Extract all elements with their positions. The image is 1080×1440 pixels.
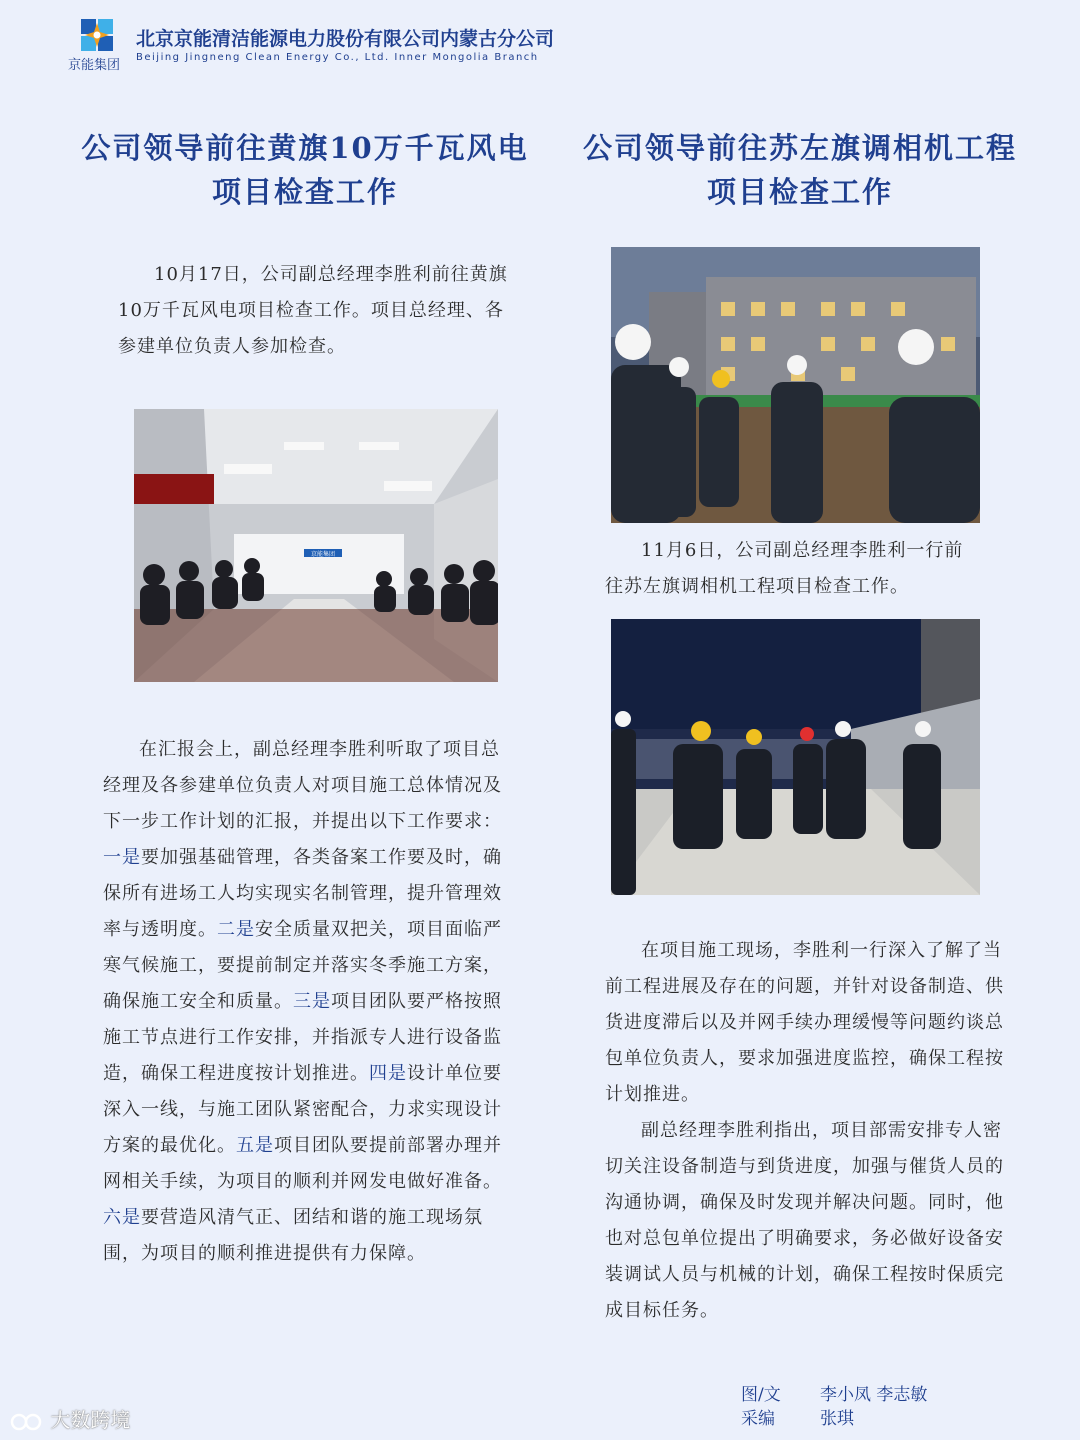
requirement-1-label: 一是 <box>103 847 141 868</box>
requirement-4-label: 四是 <box>369 1063 407 1084</box>
watermark <box>10 1404 130 1433</box>
credit-label-editor: 采编 <box>741 1409 775 1429</box>
photo-banner-text: 京能集团 <box>310 551 336 558</box>
requirement-3-label: 三是 <box>293 991 331 1012</box>
left-article-body <box>103 732 518 1272</box>
credit-label-photo-text: 图/文 <box>741 1385 781 1405</box>
requirement-6-text: 要营造风清气正、团结和谐的施工现场氛围，为项目的顺利推进提供有力保障。 <box>103 1207 483 1264</box>
watermark-text: 大数跨境 <box>50 1408 131 1432</box>
credit-editor: 张琪 <box>820 1409 854 1429</box>
site-inspection-photo-1 <box>611 247 980 523</box>
body-text: 在汇报会上，副总经理李胜利听取了项目总经理及各参建单位负责人对项目施工总体情况及下一步工作计划的汇报，并提出以下工作要求： <box>103 739 502 832</box>
requirement-6-label: 六是 <box>103 1207 141 1228</box>
requirement-5-text: 项目团队要提前部署办理并网相关手续，为项目的顺利并网发电做好准备。 <box>103 1135 502 1192</box>
meeting-room-photo <box>134 409 498 682</box>
header <box>68 18 668 74</box>
requirement-3-text: 项目团队要严格按照施工节点进行工作安排，并指派专人进行设备监造，确保工程进度按计划推进。 <box>103 991 502 1084</box>
requirement-2-label: 二是 <box>217 919 255 940</box>
requirement-5-label: 五是 <box>236 1135 274 1156</box>
company-name-en: Beijing Jingneng Clean Energy Co., Ltd. Inner Mongolia Branch <box>136 52 539 63</box>
right-article-title: 公司领导前往苏左旗调相机工程项目检查工作 <box>582 131 1017 209</box>
right-article-caption: 11月6日，公司副总经理李胜利一行前往苏左旗调相机工程项目检查工作。 <box>605 540 964 597</box>
left-article-intro: 10月17日，公司副总经理李胜利前往黄旗10万千瓦风电项目检查工作。项目总经理、各参建单位负责人参加检查。 <box>118 264 508 357</box>
requirement-4-text: 设计单位要深入一线，与施工团队紧密配合，力求实现设计方案的最优化。 <box>103 1063 502 1156</box>
left-article-title: 公司领导前往黄旗10万千瓦风电项目检查工作 <box>81 131 529 209</box>
site-inspection-photo-2 <box>611 619 980 895</box>
requirement-1-text: 要加强基础管理，各类备案工作要及时，确保所有进场工人均实现实名制管理，提升管理效率与透明度。 <box>103 847 502 940</box>
right-article-para-1: 在项目施工现场，李胜利一行深入了解了当前工程进展及存在的问题，并针对设备制造、供货进度滞后以及并网手续办理缓慢等问题约谈总包单位负责人，要求加强进度监控，确保工程按计划推进。 <box>605 940 1004 1105</box>
right-article-para-2: 副总经理李胜利指出，项目部需安排专人密切关注设备制造与到货进度，加强与催货人员的沟通协调，确保及时发现并解决问题。同时，他也对总包单位提出了明确要求，务必做好设备安装调试人员与机械的计划，确保工程按时保质完成目标任务。 <box>605 1120 1004 1321</box>
logo-text: 京能集团 <box>68 58 121 73</box>
company-name-cn: 北京京能清洁能源电力股份有限公司内蒙古分公司 <box>136 28 555 50</box>
watermark-icon <box>10 1411 44 1433</box>
credit-photo-text-authors: 李小凤 李志敏 <box>820 1385 928 1405</box>
company-logo-icon <box>80 18 114 52</box>
requirement-2-text: 安全质量双把关，项目面临严寒气候施工，要提前制定并落实冬季施工方案，确保施工安全和质量。 <box>103 919 502 1012</box>
